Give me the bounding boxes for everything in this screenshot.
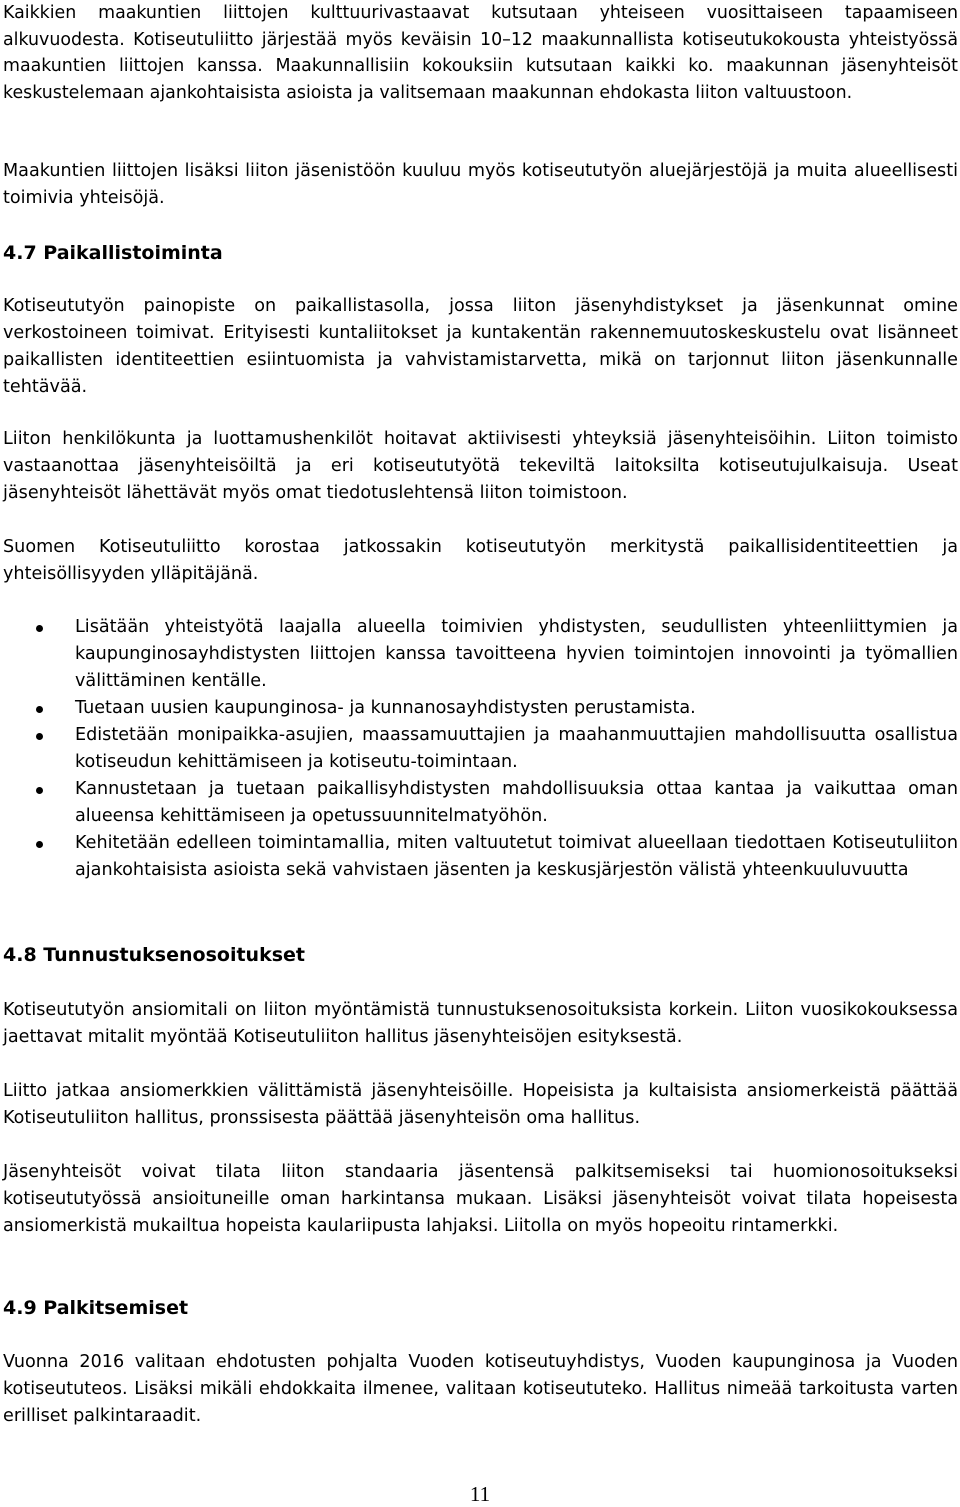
section-4-7-bullet-list (0, 614, 958, 911)
section-4-8-paragraph-1: Kotiseututyön ansiomitali on liiton myöntämistä tunnustuksenosoituksista korkein. Liiton vuosikokouksessa jaettavat mitalit myöntää Kotiseutuliiton hallitus jäsenyhteisöjen esityksestä. (3, 1000, 958, 1047)
page-number: 11 (469, 1482, 491, 1506)
bullet-icon (36, 733, 43, 740)
section-4-8-paragraph-2: Liitto jatkaa ansiomerkkien välittämistä jäsenyhteisöille. Hopeisista ja kultaisista ansiomerkeistä päättää Kotiseutuliiton hallitus, pronssisesta päättää jäsenyhteisön oma hallitus. (3, 1081, 958, 1128)
section-heading-4-7: 4.7 Paikallistoiminta (3, 242, 223, 264)
list-item-text: Kehitetään edelleen toimintamallia, miten valtuutetut toimivat alueellaan tiedottaen Kotiseutuliiton ajankohtaisista asioista sekä vahvistaen jäsenten ja keskusjärjestön välistä yhteenkuuluvuutta (75, 833, 958, 880)
list-item (0, 614, 958, 695)
list-item-text: Tuetaan uusien kaupunginosa- ja kunnanosayhdistysten perustamista. (75, 698, 696, 718)
section-4-8-paragraph-3: Jäsenyhteisöt voivat tilata liiton standaaria jäsentensä palkitsemiseksi tai huomionosoitukseksi kotiseututyössä ansioituneille oman harkintansa mukaan. Lisäksi jäsenyhteisöt voivat tilata hopeisesta ansiomerkistä mukailtua hopeista kaulariipusta lahjaksi. Liitolla on myös hopeoitu rintamerkki. (3, 1162, 958, 1236)
bullet-icon (36, 787, 43, 794)
section-4-9-paragraph-1: Vuonna 2016 valitaan ehdotusten pohjalta Vuoden kotiseutuyhdistys, Vuoden kaupunginosa ja Vuoden kotiseututeos. Lisäksi mikäli ehdokkaita ilmenee, valitaan kotiseututeko. Hallitus nimeää tarkoitusta varten erilliset palkintaraadit. (3, 1352, 958, 1426)
intro-paragraph: Kaikkien maakuntien liittojen kulttuurivastaavat kutsutaan yhteiseen vuosittaiseen tapaamiseen alkuvuodesta. Kotiseutuliitto järjestää myös keväisin 10–12 maakunnallista kotiseutukokousta yhteistyössä maakuntien liittojen kanssa. Maakunnallisiin kokouksiin kutsutaan kaikki ko. maakunnan jäsenyhteisöt keskustelemaan ajankohtaisista asioista ja valitsemaan maakunnan ehdokasta liiton valtuustoon. (3, 3, 958, 103)
bullet-icon (36, 841, 43, 848)
list-item (0, 776, 958, 830)
intro-paragraph-members: Maakuntien liittojen lisäksi liiton jäsenistöön kuuluu myös kotiseututyön aluejärjestöjä ja muita alueellisesti toimivia yhteisöjä. (3, 161, 958, 208)
bullet-icon (36, 706, 43, 713)
list-item-text: Edistetään monipaikka-asujien, maassamuuttajien ja maahanmuuttajien mahdollisuutta osallistua kotiseudun kehittämiseen ja kotiseutu-toimintaan. (75, 725, 958, 772)
section-heading-4-9: 4.9 Palkitsemiset (3, 1297, 189, 1319)
list-item (0, 695, 958, 722)
list-item-text: Kannustetaan ja tuetaan paikallisyhdistysten mahdollisuuksia ottaa kantaa ja vaikuttaa oman alueensa kehittämiseen ja opetussuunnitelmatyöhön. (75, 779, 958, 826)
section-heading-4-8: 4.8 Tunnustuksenosoitukset (3, 944, 305, 966)
list-item (0, 830, 958, 911)
list-item-text: Lisätään yhteistyötä laajalla alueella toimivien yhdistysten, seudullisten yhteenliittymien ja kaupunginosayhdistysten liittojen kanssa tavoitteena hyvien toimintojen innovointi ja työmallien välittäminen kentälle. (75, 617, 958, 691)
section-4-7-paragraph-1: Kotiseututyön painopiste on paikallistasolla, jossa liiton jäsenyhdistykset ja jäsenkunnat omine verkostoineen toimivat. Erityisesti kuntaliitokset ja kuntakentän rakennemuutoskeskustelu ovat lisänneet paikallisten identiteettien esiintuomista ja vahvistamistarvetta, mikä on tarjonnut liiton jäsenkunnalle tehtävää. (3, 296, 958, 397)
list-item (0, 722, 958, 776)
bullet-icon (36, 625, 43, 632)
section-4-7-paragraph-2: Liiton henkilökunta ja luottamushenkilöt hoitavat aktiivisesti yhteyksiä jäsenyhteisöihin. Liiton toimisto vastaanottaa jäsenyhteisöiltä ja eri kotiseututyötä tekeviltä laitoksilta kotiseutujulkaisuja. Useat jäsenyhteisöt lähettävät myös omat tiedotuslehtensä liiton toimistoon. (3, 429, 958, 503)
section-4-7-paragraph-3: Suomen Kotiseutuliitto korostaa jatkossakin kotiseututyön merkitystä paikallisidentiteettien ja yhteisöllisyyden ylläpitäjänä. (3, 537, 958, 584)
